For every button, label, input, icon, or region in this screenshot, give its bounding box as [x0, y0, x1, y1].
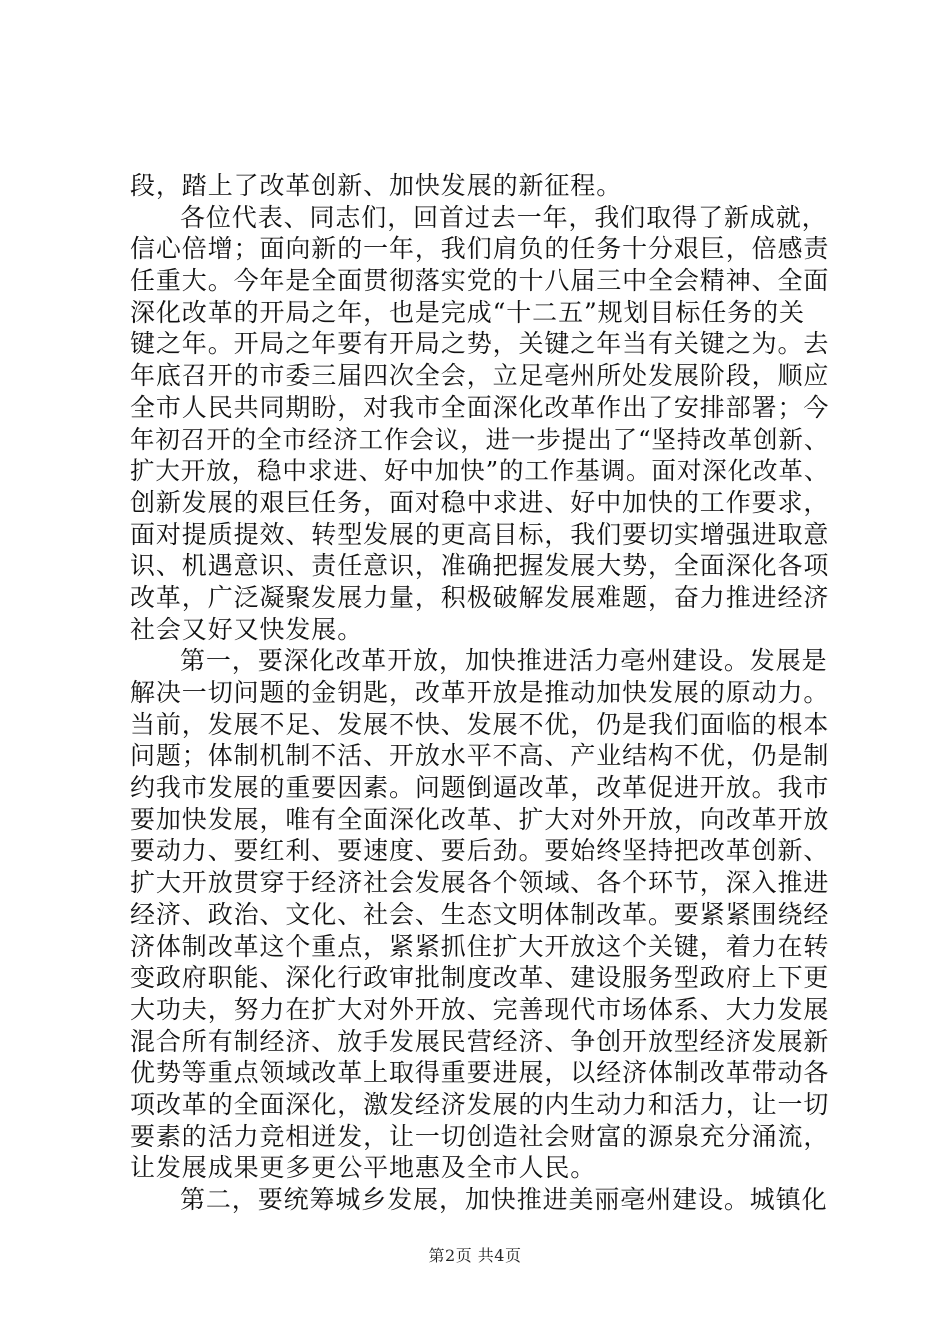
- text-line: 变政府职能、深化行政审批制度改革、建设服务型政府上下更: [130, 963, 830, 993]
- text-line: 创新发展的艰巨任务，面对稳中求进、好中加快的工作要求，: [130, 487, 830, 517]
- text-line: 要加快发展，唯有全面深化改革、扩大对外开放，向改革开放: [130, 804, 830, 834]
- text-line: 大功夫，努力在扩大对外开放、完善现代市场体系、大力发展: [130, 994, 830, 1024]
- text-line: 面对提质提效、转型发展的更高目标，我们要切实增强进取意: [130, 519, 830, 549]
- text-line: 任重大。今年是全面贯彻落实党的十八届三中全会精神、全面: [130, 266, 830, 296]
- text-line: 经济、政治、文化、社会、生态文明体制改革。要紧紧围绕经: [130, 899, 830, 929]
- text-line: 当前，发展不足、发展不快、发展不优，仍是我们面临的根本: [130, 709, 830, 739]
- text-line: 改革，广泛凝聚发展力量，积极破解发展难题，奋力推进经济: [130, 582, 830, 612]
- text-line: 段，踏上了改革创新、加快发展的新征程。: [130, 171, 623, 200]
- text-line: 信心倍增；面向新的一年，我们肩负的任务十分艰巨，倍感责: [130, 234, 830, 264]
- text-line: 项改革的全面深化，激发经济发展的内生动力和活力，让一切: [130, 1089, 830, 1119]
- paragraph-first-line: 各位代表、同志们，回首过去一年，我们取得了新成就，: [180, 202, 828, 232]
- text-line: 扩大开放，稳中求进、好中加快”的工作基调。面对深化改革、: [130, 456, 830, 486]
- text-line: 解决一切问题的金钥匙，改革开放是推动加快发展的原动力。: [130, 678, 830, 707]
- text-line: 年底召开的市委三届四次全会，立足亳州所处发展阶段，顺应: [130, 361, 830, 391]
- document-body: [130, 170, 835, 1216]
- page-footer: 第2页 共4页: [428, 1246, 522, 1265]
- text-line: 键之年。开局之年要有开局之势，关键之年当有关键之为。去: [130, 329, 830, 359]
- text-line: 要动力、要红利、要速度、要后劲。要始终坚持把改革创新、: [130, 836, 830, 866]
- text-line: 要素的活力竞相迸发，让一切创造社会财富的源泉充分涌流，: [130, 1121, 830, 1151]
- paragraph-first-line: 第一，要深化改革开放，加快推进活力亳州建设。发展是: [180, 646, 828, 676]
- text-line: 问题；体制机制不活、开放水平不高、产业结构不优，仍是制: [130, 741, 830, 771]
- text-line: 让发展成果更多更公平地惠及全市人民。: [130, 1153, 597, 1183]
- text-line: 优势等重点领域改革上取得重要进展，以经济体制改革带动各: [130, 1058, 830, 1088]
- text-line: 全市人民共同期盼，对我市全面深化改革作出了安排部署；今: [130, 392, 830, 422]
- text-line: 约我市发展的重要因素。问题倒逼改革，改革促进开放。我市: [130, 773, 830, 803]
- text-line: 混合所有制经济、放手发展民营经济、争创开放型经济发展新: [130, 1026, 830, 1056]
- text-line: 年初召开的全市经济工作会议，进一步提出了“坚持改革创新、: [130, 424, 830, 454]
- text-line: 识、机遇意识、责任意识，准确把握发展大势，全面深化各项: [130, 551, 830, 581]
- text-line: 扩大开放贯穿于经济社会发展各个领域、各个环节，深入推进: [130, 868, 830, 898]
- text-line: 济体制改革这个重点，紧紧抓住扩大开放这个关键，着力在转: [130, 931, 830, 961]
- text-line: 社会又好又快发展。: [130, 614, 364, 644]
- text-line: 深化改革的开局之年，也是完成“十二五”规划目标任务的关: [130, 297, 805, 327]
- paragraph-first-line: 第二，要统筹城乡发展，加快推进美丽亳州建设。城镇化: [180, 1185, 828, 1214]
